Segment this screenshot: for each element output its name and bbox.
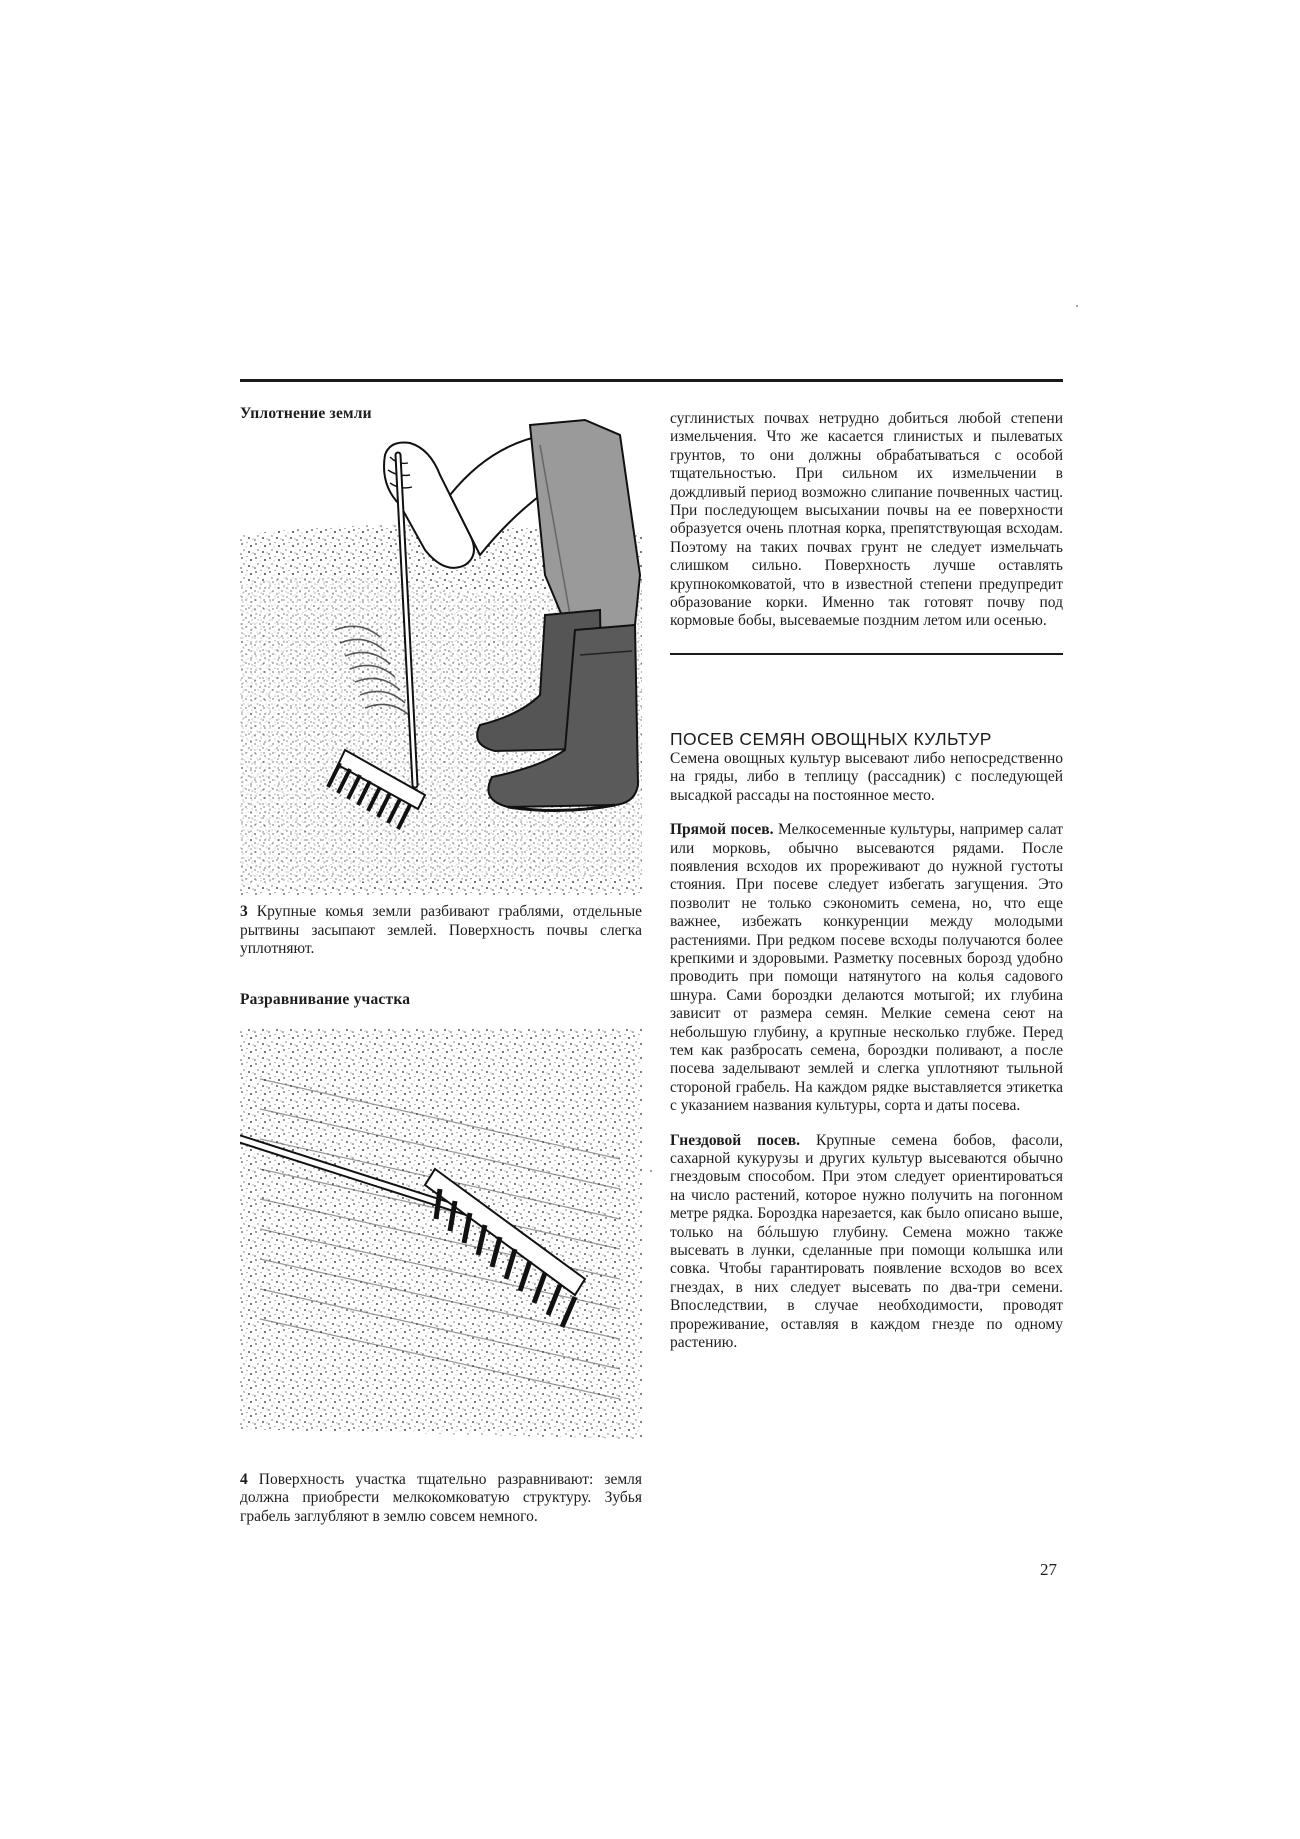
intro-paragraph: суглинистых почвах нетрудно добиться любой степени измельчения. Что же касается глинистых и пылеватых грунтов, то они должны обрабатываться с особой тщательностью. При сильном их измельчении в дождливый период возможно слипание почвенных частиц. При последующем высыхании почвы на ее поверхности образуется очень плотная корка, препятствующая всходам. Поэтому на таких почвах грунт не следует измельчать слишком сильно. Поверхность лучше оставлять крупнокомковатой, что в известной степени предупредит образование корки. Именно так готовят почву под кормовые бобы, высеваемые поздним летом или осенью. — [670, 410, 1063, 630]
figure-4-illustration — [240, 1019, 642, 1459]
nest-sowing-paragraph — [670, 1132, 1063, 1353]
nest-sowing-text: Крупные семена бобов, фасоли, сахарной кукурузы и других культур высеваются обычно гнездовым способом. При этом следует ориентироваться на число растений, которое нужно получить на погонном метре рядка. Бороздка нарезается, как было описано выше, только на бóльшую глубину. Семена можно также высевать в лунки, сделанные при помощи колышка или совка. Чтобы гарантировать появление всходов во всех гнездах, в них следует высевать по два-три семени. Впоследствии, в случае необходимости, проводят прореживание, оставляя в каждом гнезде по одному растению. — [670, 1131, 1063, 1352]
rake-and-boots-drawing — [240, 415, 642, 895]
scan-speck — [650, 1170, 652, 1172]
nest-sowing-heading: Гнездовой посев. — [670, 1131, 801, 1149]
figure-4-caption-text: Поверхность участка тщательно разравнивают: земля должна приобрести мелкокомковатую структуру. Зубья грабель заглубляют в землю совсем немного. — [240, 1470, 643, 1525]
figure-3-caption-text: Крупные комья земли разбивают граблями, отдельные рытвины засыпают землей. Поверхность почвы слегка уплотняют. — [240, 903, 642, 957]
figure-3-caption — [240, 903, 642, 959]
scan-speck — [1076, 305, 1078, 307]
direct-sowing-paragraph — [670, 821, 1063, 1116]
figure-3-illustration — [240, 415, 642, 895]
right-column — [670, 410, 1063, 1352]
article-title: ПОСЕВ СЕМЯН ОВОЩНЫХ КУЛЬТУР — [670, 728, 992, 749]
section-title-leveling: Разравнивание участка — [240, 990, 411, 1008]
figure-4-number: 4 — [240, 1470, 248, 1488]
figure-3-number: 3 — [240, 903, 248, 920]
section-title-soil-compaction: Уплотнение земли — [240, 405, 372, 422]
top-rule — [240, 379, 1063, 382]
figure-4-caption — [240, 1471, 642, 1527]
section-divider — [670, 653, 1063, 655]
direct-sowing-text: Мелкосеменные культуры, например салат или морковь, обычно высеваются рядами. После появления всходов их прореживают до нужной густоты стояния. При посеве следует избегать загущения. Это позволит не только сэкономить семена, но, что еще важнее, избежать конкуренции между молодыми растениями. При редком посеве всходы получаются более крепкими и здоровыми. Разметку посевных борозд удобно проводить при помощи натянутого на колья садового шнура. Сами бороздки делаются мотыгой; их глубина зависит от размера семян. Мелкие семена сеют на небольшую глубину, а крупные несколько глубже. Перед тем как разбросать семена, бороздки поливают, а после посева заделывают землей и слегка уплотняют тыльной стороной грабель. На каждом рядке выставляется этикетка с указанием названия культуры, сорта и даты посева. — [670, 821, 1063, 1115]
left-column — [240, 405, 642, 1526]
direct-sowing-heading: Прямой посев. — [670, 821, 774, 839]
page-number: 27 — [1040, 1560, 1057, 1579]
article-lead: Семена овощных культур высевают либо непосредственно на гряды, либо в теплицу (рассадник) с последующей высадкой рассады на постоянное место. — [670, 749, 1063, 804]
rake-leveling-drawing — [240, 1019, 642, 1459]
